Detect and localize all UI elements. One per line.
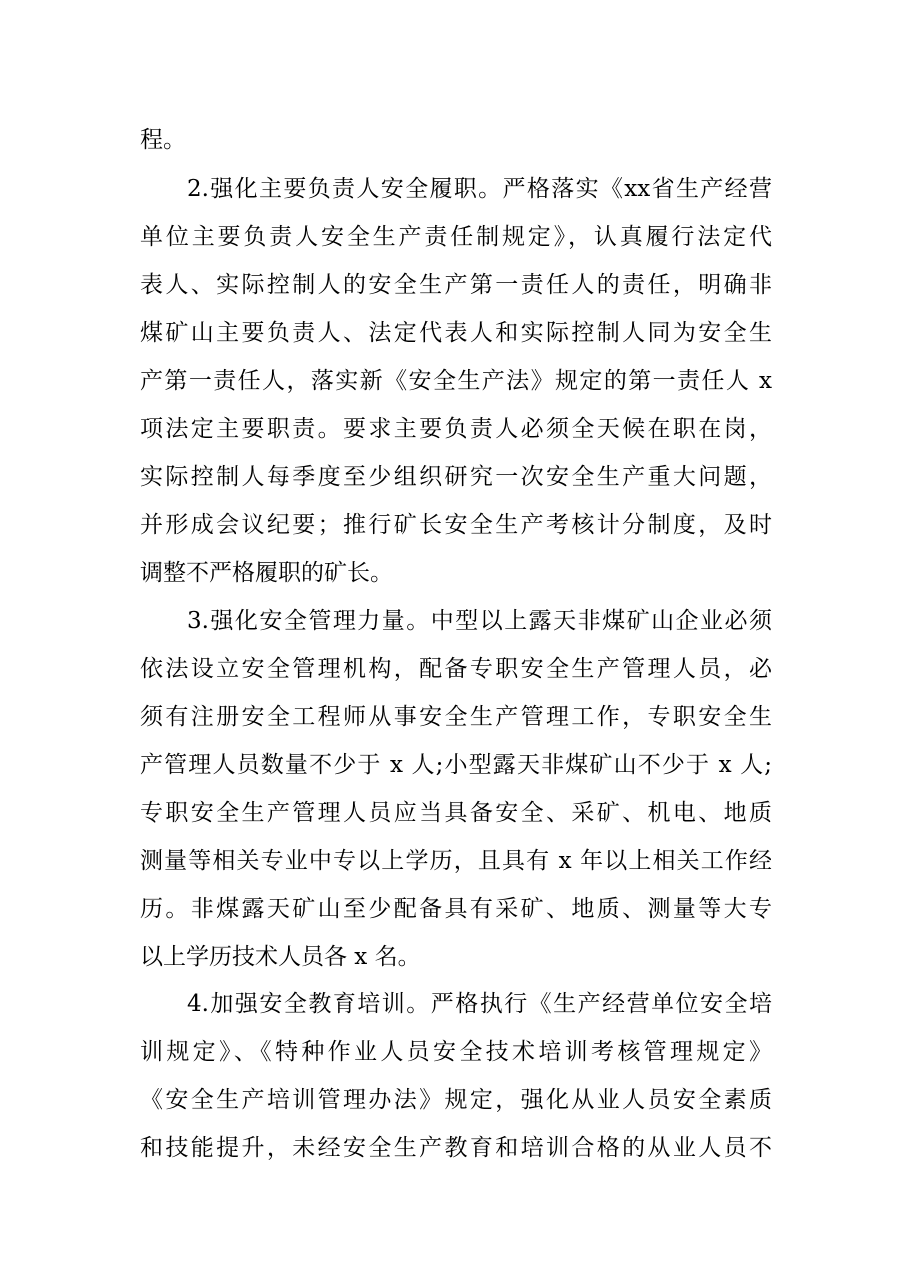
- paragraph-2-line: 表人、实际控制人的安全生产第一责任人的责任，明确非: [140, 272, 772, 298]
- paragraph-2-line: 项法定主要职责。要求主要负责人必须全天候在职在岗，: [140, 416, 772, 442]
- paragraph-2-line: 单位主要负责人安全生产责任制规定》，认真履行法定代: [140, 224, 772, 250]
- paragraph-3-line: 产管理人员数量不少于 x 人;小型露天非煤矿山不少于 x 人;: [140, 752, 772, 778]
- paragraph-2-line: 煤矿山主要负责人、法定代表人和实际控制人同为安全生: [140, 320, 772, 346]
- paragraph-3-line: 依法设立安全管理机构，配备专职安全生产管理人员，必: [140, 656, 772, 682]
- paragraph-3-line: 测量等相关专业中专以上学历，且具有 x 年以上相关工作经: [140, 848, 772, 874]
- paragraph-2-line: 并形成会议纪要；推行矿长安全生产考核计分制度，及时: [140, 512, 772, 538]
- paragraph-2-line: 产第一责任人，落实新《安全生产法》规定的第一责任人 x: [140, 368, 772, 394]
- text-line-continuation: 程。: [140, 127, 186, 153]
- paragraph-4-line: 和技能提升，未经安全生产教育和培训合格的从业人员不: [140, 1135, 772, 1161]
- paragraph-3-heading-line: 3.强化安全管理力量。中型以上露天非煤矿山企业必须: [187, 608, 772, 634]
- paragraph-4-line: 训规定》、《特种作业人员安全技术培训考核管理规定》: [140, 1039, 772, 1065]
- paragraph-3-line: 历。非煤露天矿山至少配备具有采矿、地质、测量等大专: [140, 896, 772, 922]
- paragraph-4-heading-line: 4.加强安全教育培训。严格执行《生产经营单位安全培: [187, 991, 772, 1017]
- paragraph-3-line: 以上学历技术人员各 x 名。: [140, 944, 421, 970]
- paragraph-2-heading-line: 2.强化主要负责人安全履职。严格落实《xx省生产经营: [187, 176, 772, 202]
- paragraph-3-line: 须有注册安全工程师从事安全生产管理工作，专职安全生: [140, 704, 772, 730]
- paragraph-2-line: 调整不严格履职的矿长。: [140, 560, 393, 586]
- paragraph-3-line: 专职安全生产管理人员应当具备安全、采矿、机电、地质: [140, 800, 772, 826]
- paragraph-2-line: 实际控制人每季度至少组织研究一次安全生产重大问题，: [140, 464, 772, 490]
- paragraph-4-line: 《安全生产培训管理办法》规定，强化从业人员安全素质: [140, 1087, 772, 1113]
